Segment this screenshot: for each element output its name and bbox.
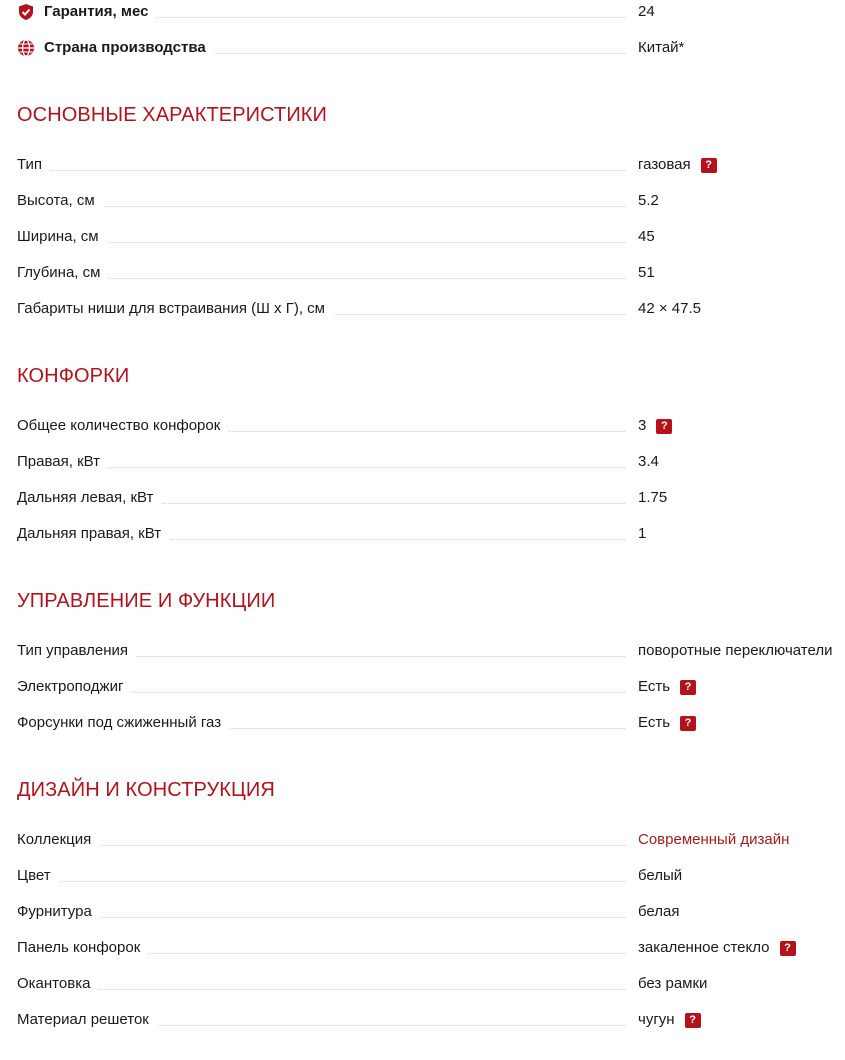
spec-row	[17, 416, 845, 436]
shield-check-icon	[17, 3, 35, 21]
spec-value: поворотные переключатели	[638, 642, 833, 659]
spec-value: закаленное стекло ?	[638, 938, 796, 958]
spec-value: Есть ?	[638, 677, 696, 697]
spec-row	[17, 452, 845, 472]
dotted-leader	[17, 242, 625, 243]
spec-label: Материал решеток	[17, 1010, 157, 1030]
spec-value: 24	[638, 3, 655, 20]
spec-value: газовая ?	[638, 155, 717, 175]
spec-label: Тип управления	[17, 641, 136, 661]
spec-label: Правая, кВт	[17, 452, 108, 472]
help-icon[interactable]: ?	[656, 419, 672, 434]
spec-value: 1.75	[638, 489, 668, 506]
spec-label: Тип	[17, 155, 50, 175]
spec-row	[17, 902, 845, 922]
help-icon[interactable]: ?	[701, 158, 717, 173]
spec-value	[638, 830, 789, 850]
spec-label: Гарантия, мес	[17, 2, 156, 22]
dotted-leader	[17, 917, 625, 918]
spec-value: 42 × 47.5	[638, 300, 701, 317]
spec-row	[17, 677, 845, 697]
spec-row	[17, 488, 845, 508]
spec-value: 3 ?	[638, 416, 672, 436]
dotted-leader	[17, 170, 625, 171]
spec-value: без рамки	[638, 975, 708, 992]
spec-row	[17, 227, 845, 247]
spec-label: Высота, см	[17, 191, 103, 211]
spec-row	[17, 713, 845, 733]
globe-icon	[17, 39, 35, 57]
spec-label: Ширина, см	[17, 227, 107, 247]
spec-label: Электроподжиг	[17, 677, 131, 697]
spec-row-warranty	[17, 2, 845, 22]
spec-row	[17, 299, 845, 319]
spec-row	[17, 830, 845, 850]
dotted-leader	[17, 845, 625, 846]
spec-value: 45	[638, 228, 655, 245]
spec-row	[17, 974, 845, 994]
spec-value: Есть ?	[638, 713, 696, 733]
spec-row	[17, 938, 845, 958]
spec-row	[17, 263, 845, 283]
section-title-controls: УПРАВЛЕНИЕ И ФУНКЦИИ	[17, 590, 276, 612]
spec-row	[17, 641, 845, 661]
spec-value: 3.4	[638, 453, 659, 470]
dotted-leader	[17, 206, 625, 207]
spec-value: 51	[638, 264, 655, 281]
spec-value: белый	[638, 867, 683, 884]
spec-label: Фурнитура	[17, 902, 100, 922]
spec-label: Цвет	[17, 866, 59, 886]
spec-row	[17, 524, 845, 544]
collection-link[interactable]: Современный дизайн	[638, 831, 790, 848]
spec-value: 5.2	[638, 192, 659, 209]
help-icon[interactable]: ?	[780, 941, 796, 956]
help-icon[interactable]: ?	[680, 716, 696, 731]
spec-row	[17, 866, 845, 886]
spec-row	[17, 155, 845, 175]
spec-label: Габариты ниши для встраивания (Ш х Г), см	[17, 299, 333, 319]
spec-value: чугун ?	[638, 1010, 701, 1030]
spec-label: Панель конфорок	[17, 938, 148, 958]
spec-label: Форсунки под сжиженный газ	[17, 713, 229, 733]
spec-value: 1	[638, 525, 647, 542]
spec-row	[17, 1010, 845, 1030]
spec-label: Коллекция	[17, 830, 99, 850]
spec-row-country	[17, 38, 845, 58]
section-title-main: ОСНОВНЫЕ ХАРАКТЕРИСТИКИ	[17, 104, 328, 126]
spec-label: Страна производства	[17, 38, 214, 58]
spec-label: Общее количество конфорок	[17, 416, 228, 436]
section-title-design: ДИЗАЙН И КОНСТРУКЦИЯ	[17, 779, 275, 801]
spec-row	[17, 191, 845, 211]
help-icon[interactable]: ?	[685, 1013, 701, 1028]
spec-value: Китай*	[638, 39, 685, 56]
help-icon[interactable]: ?	[680, 680, 696, 695]
spec-value: белая	[638, 903, 680, 920]
dotted-leader	[17, 467, 625, 468]
spec-label: Окантовка	[17, 974, 98, 994]
spec-label: Глубина, см	[17, 263, 108, 283]
section-title-burners: КОНФОРКИ	[17, 365, 130, 387]
dotted-leader	[17, 881, 625, 882]
dotted-leader	[17, 989, 625, 990]
spec-label: Дальняя правая, кВт	[17, 524, 169, 544]
spec-label: Дальняя левая, кВт	[17, 488, 161, 508]
